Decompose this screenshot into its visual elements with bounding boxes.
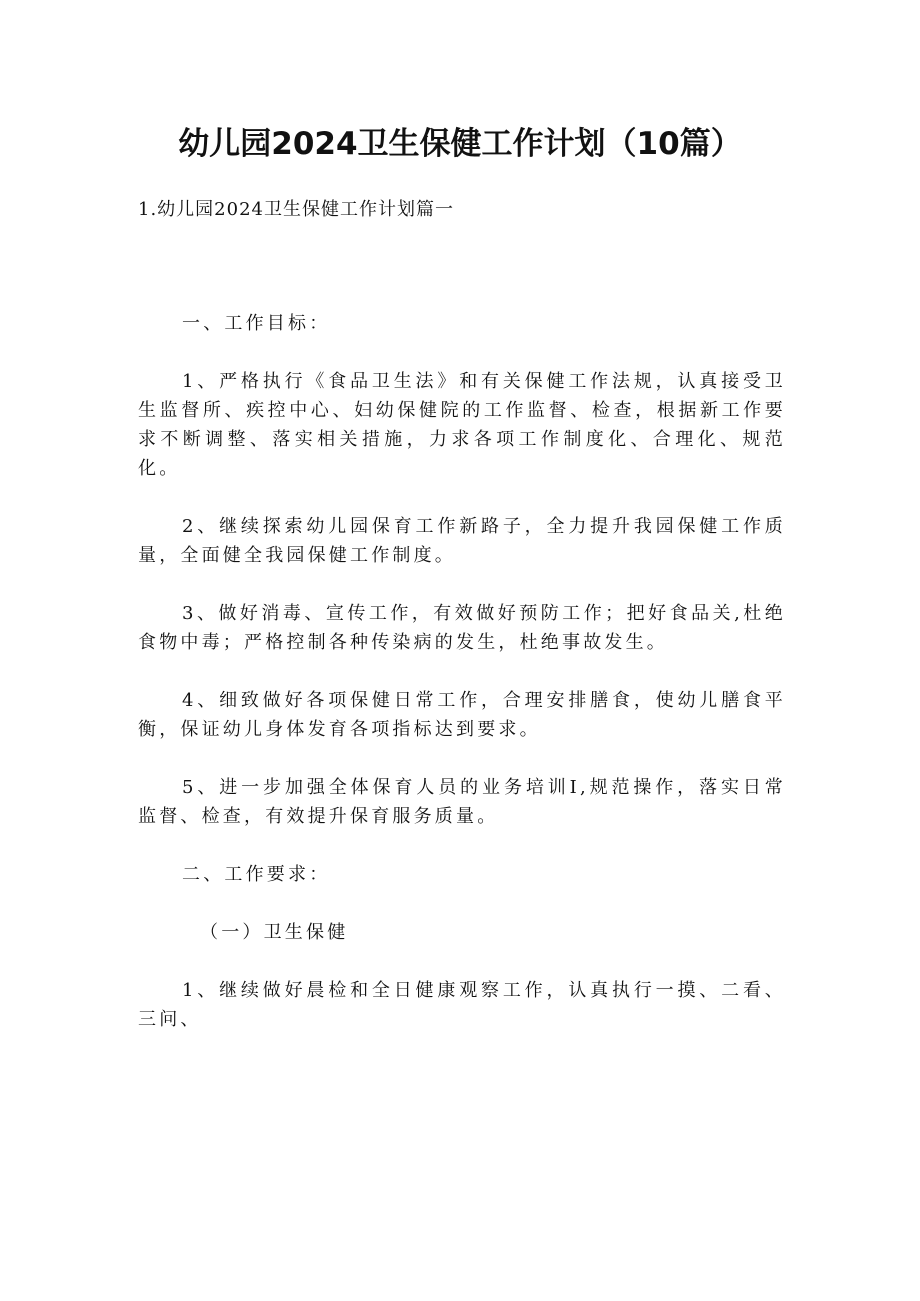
paragraph-requirements-heading: 二、工作要求： (182, 864, 331, 885)
section-heading: 1.幼儿园2024卫生保健工作计划篇一 (138, 199, 454, 220)
paragraph-goal-3: 3、做好消毒、宣传工作，有效做好预防工作；把好食品关,杜绝食物中毒；严格控制各种传染病的发生，杜绝事故发生。 (138, 603, 786, 653)
paragraph-goal-1: 1、严格执行《食品卫生法》和有关保健工作法规，认真接受卫生监督所、疾控中心、妇幼保健院的工作监督、检查，根据新工作要求不断调整、落实相关措施，力求各项工作制度化、合理化、规范化。 (138, 371, 786, 479)
paragraph-goal-5: 5、进一步加强全体保育人员的业务培训I,规范操作，落实日常监督、检查，有效提升保育服务质量。 (138, 777, 786, 827)
document-title: 幼儿园2024卫生保健工作计划（10篇） (178, 126, 742, 162)
paragraph-requirement-1: 1、继续做好晨检和全日健康观察工作，认真执行一摸、二看、三问、 (138, 980, 786, 1030)
paragraph-hygiene-subheading: （一）卫生保健 (200, 922, 349, 943)
document-body (138, 309, 786, 1034)
paragraph-goals-heading: 一、工作目标： (182, 313, 331, 334)
paragraph-goal-2: 2、继续探索幼儿园保育工作新路子，全力提升我园保健工作质量，全面健全我园保健工作制度。 (138, 516, 786, 566)
paragraph-goal-4: 4、细致做好各项保健日常工作，合理安排膳食，使幼儿膳食平衡，保证幼儿身体发育各项指标达到要求。 (138, 690, 786, 740)
